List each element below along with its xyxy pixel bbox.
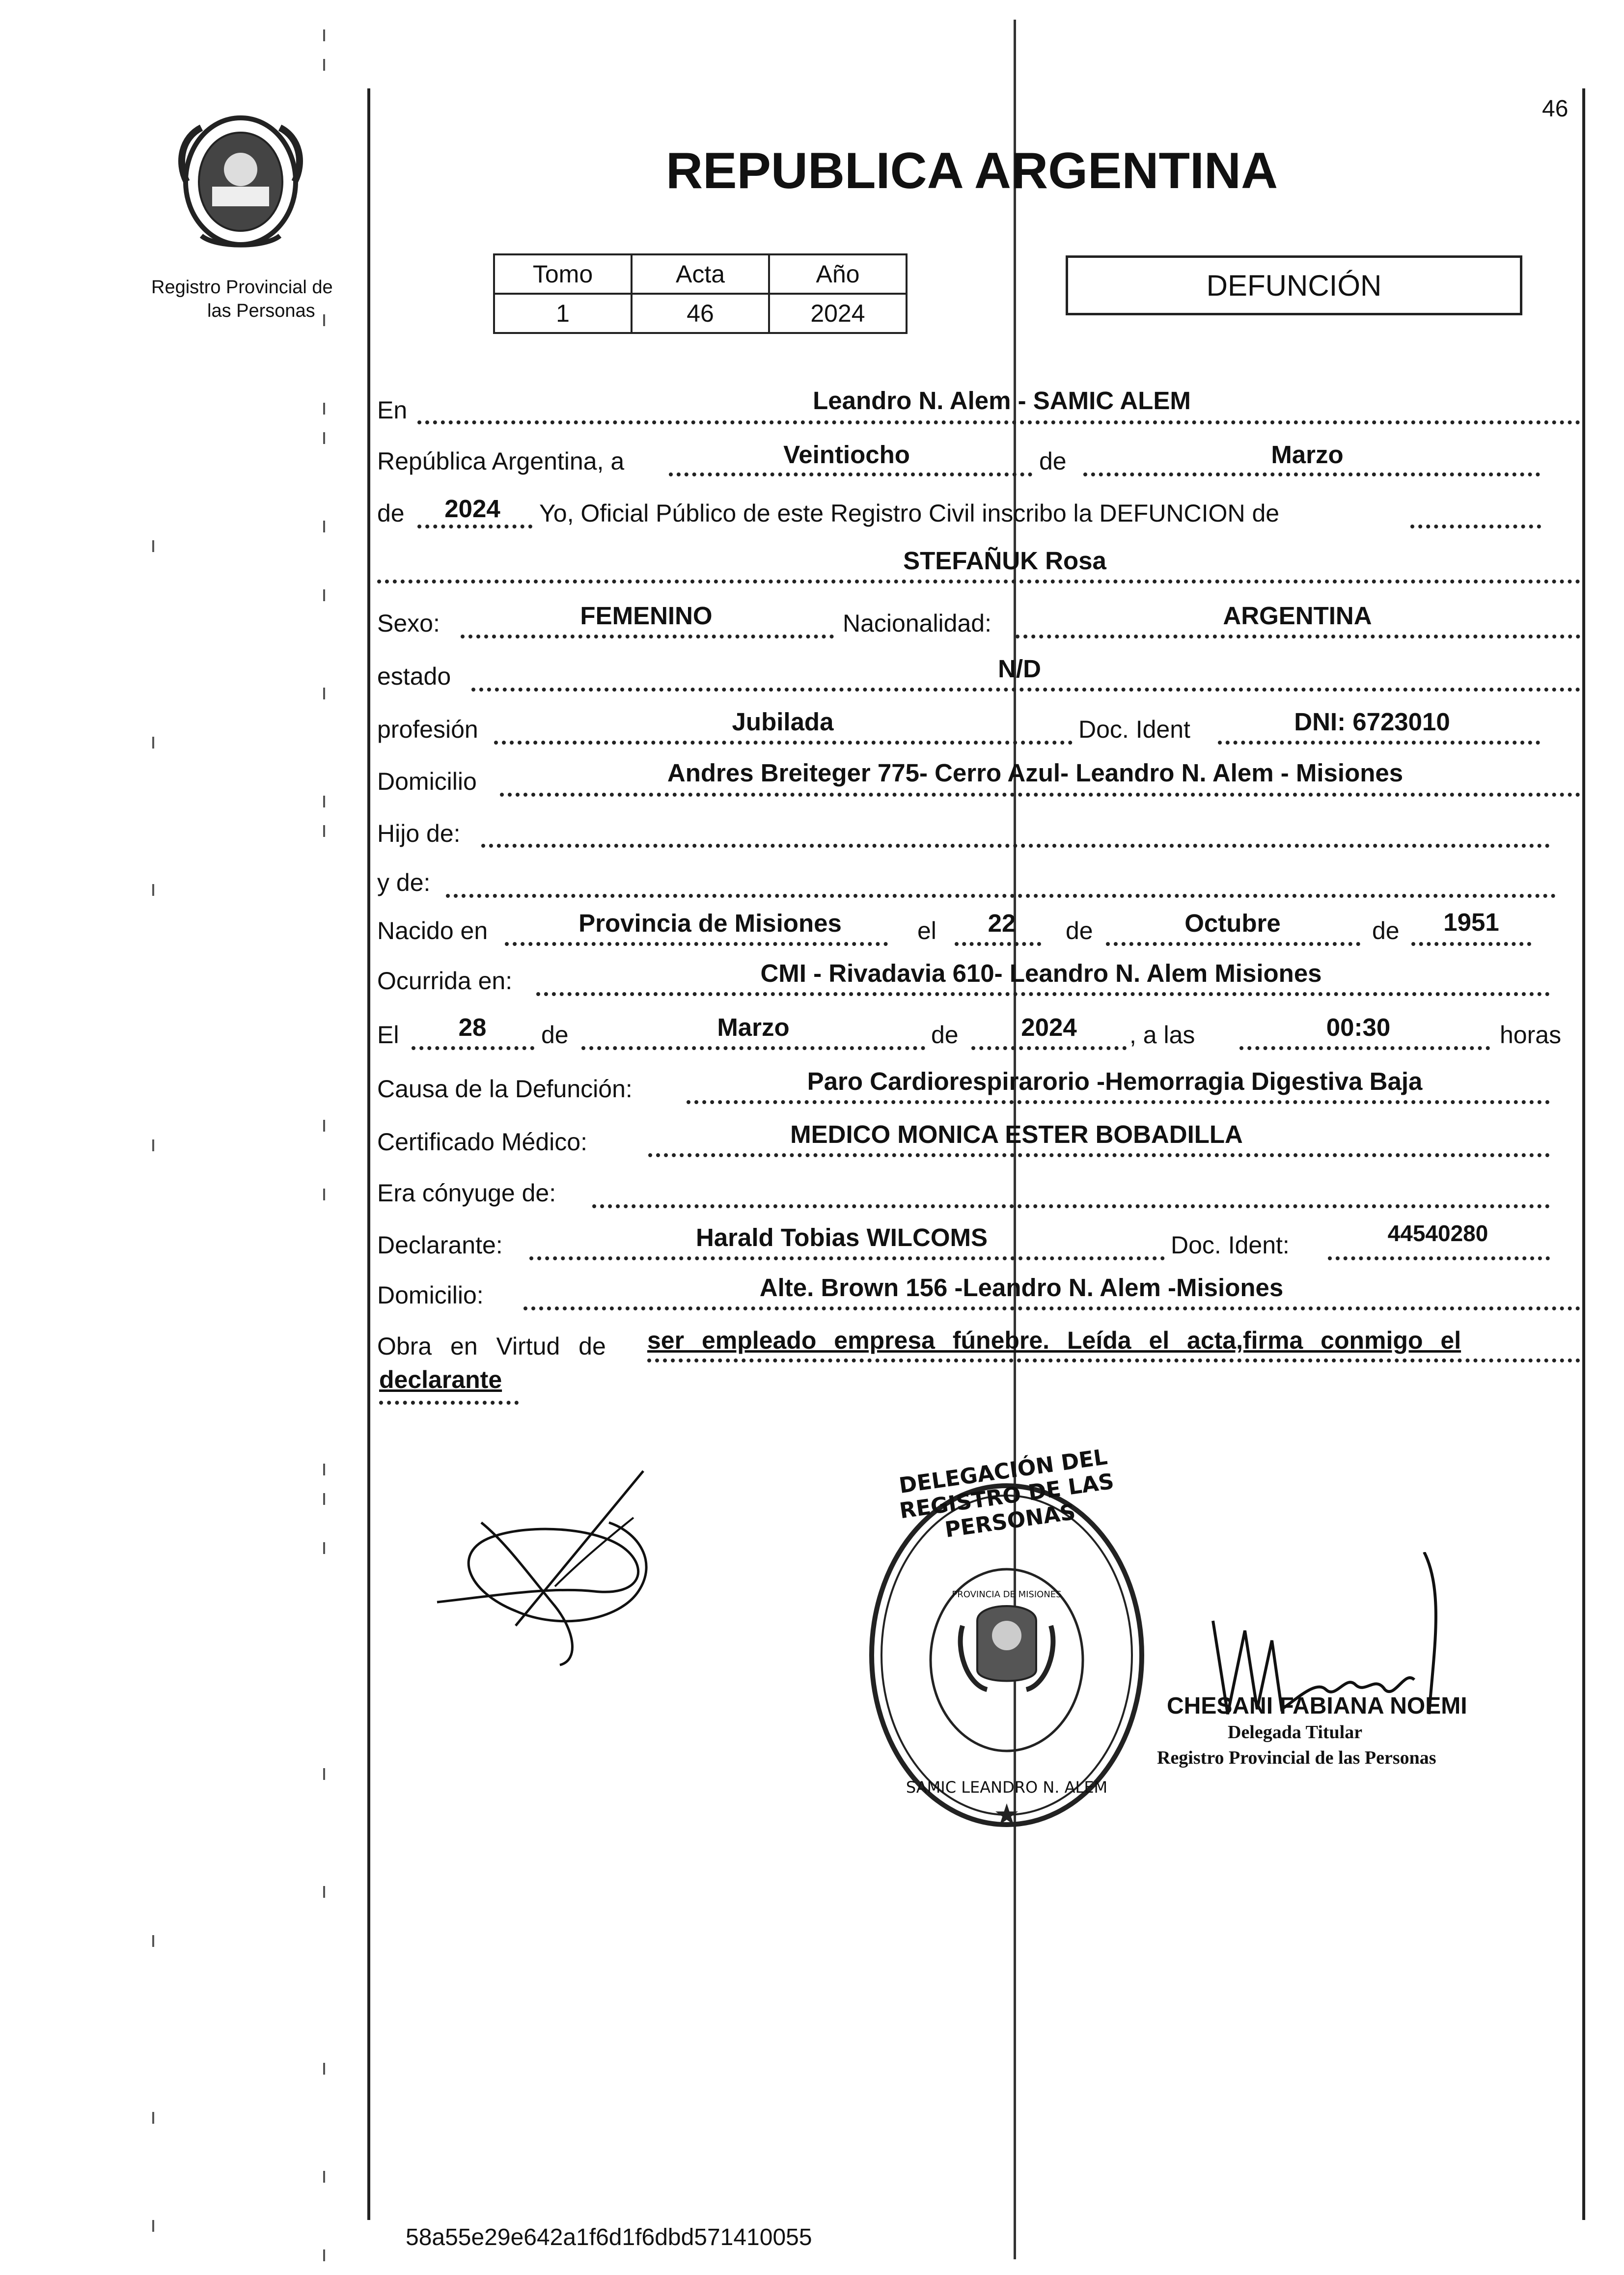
nacionalidad-label: Nacionalidad: bbox=[843, 610, 991, 637]
nacido-label: Nacido en bbox=[377, 917, 488, 944]
yde-dots bbox=[446, 894, 1556, 898]
en-value: Leandro N. Alem - SAMIC ALEM bbox=[813, 387, 1191, 415]
el-label: el bbox=[917, 917, 936, 944]
yo-tail-dots bbox=[1410, 525, 1541, 528]
republica-label: República Argentina, a bbox=[377, 447, 625, 475]
death-time: 00:30 bbox=[1326, 1013, 1391, 1041]
causa-value: Paro Cardiorespirarorio -Hemorragia Digestiva Baja bbox=[807, 1067, 1423, 1095]
certificado-label: Certificado Médico: bbox=[377, 1128, 587, 1156]
alas-label: , a las bbox=[1129, 1021, 1195, 1049]
death-time-dots bbox=[1239, 1046, 1490, 1050]
declarante-dots bbox=[529, 1256, 1165, 1260]
en-dots bbox=[417, 420, 1580, 424]
domicilio-value: Andres Breiteger 775- Cerro Azul- Leandro N. Alem - Misiones bbox=[667, 759, 1404, 787]
seal-inner-text: SAMIC LEANDRO N. ALEM bbox=[906, 1778, 1108, 1797]
act-type-label: DEFUNCIÓN bbox=[1206, 269, 1382, 302]
svg-text:★: ★ bbox=[993, 1798, 1020, 1832]
official-title: Delegada Titular bbox=[1228, 1722, 1363, 1743]
official-office: Registro Provincial de las Personas bbox=[1157, 1748, 1436, 1768]
doc2-dots bbox=[1328, 1256, 1550, 1260]
conyuge-label: Era cónyuge de: bbox=[377, 1179, 556, 1207]
death-month: Marzo bbox=[717, 1013, 790, 1041]
name-dots bbox=[377, 580, 1580, 583]
death-year-dots bbox=[971, 1046, 1127, 1050]
table-header-anio: Año bbox=[769, 254, 907, 294]
hijo-dots bbox=[481, 844, 1550, 848]
doc-label: Doc. Ident bbox=[1078, 716, 1190, 743]
el2-label: El bbox=[377, 1021, 399, 1049]
sexo-dots bbox=[461, 635, 834, 638]
domicilio2-dots bbox=[523, 1306, 1580, 1310]
en-label: En bbox=[377, 396, 408, 424]
causa-dots bbox=[687, 1100, 1550, 1104]
year-value: 2024 bbox=[444, 495, 500, 523]
nacionalidad-dots bbox=[1016, 635, 1580, 638]
de-label-2: de bbox=[377, 499, 405, 527]
estado-dots bbox=[471, 688, 1580, 692]
birth-year-dots bbox=[1411, 942, 1531, 946]
declarante-label: Declarante: bbox=[377, 1231, 503, 1259]
table-header-tomo: Tomo bbox=[494, 254, 632, 294]
registry-seal bbox=[864, 1444, 1149, 1847]
death-day-dots bbox=[412, 1046, 534, 1050]
seal-emblem-text: PROVINCIA DE MISIONES bbox=[952, 1589, 1062, 1600]
obra-value: ser empleado empresa fúnebre. Leída el acta,firma conmigo el bbox=[647, 1327, 1461, 1354]
birth-month: Octubre bbox=[1184, 909, 1281, 937]
page-title: REPUBLICA ARGENTINA bbox=[666, 142, 1278, 199]
deceased-name: STEFAÑUK Rosa bbox=[903, 547, 1106, 575]
doc2-label: Doc. Ident: bbox=[1171, 1231, 1290, 1259]
nacido-dots bbox=[505, 942, 888, 946]
horas-label: horas bbox=[1500, 1021, 1562, 1049]
seal-text: DELEGACIÓN DEL REGISTRO DE LAS PERSONAS bbox=[897, 1444, 1116, 1543]
obra-value-2: declarante bbox=[379, 1366, 502, 1393]
profesion-dots bbox=[494, 741, 1073, 745]
de-label-3: de bbox=[1066, 917, 1093, 944]
birth-year: 1951 bbox=[1443, 908, 1499, 936]
birth-day: 22 bbox=[988, 909, 1016, 937]
year-dots bbox=[417, 525, 532, 528]
month-value: Marzo bbox=[1271, 441, 1344, 469]
left-border-line bbox=[367, 88, 370, 2220]
table-value-anio: 2024 bbox=[769, 294, 907, 333]
conyuge-dots bbox=[592, 1204, 1550, 1208]
domicilio2-label: Domicilio: bbox=[377, 1281, 484, 1309]
footer-hash: 58a55e29e642a1f6d1f6dbd571410055 bbox=[406, 2224, 812, 2250]
record-table bbox=[493, 253, 908, 334]
registry-line-1: Registro Provincial de bbox=[151, 277, 333, 298]
domicilio2-value: Alte. Brown 156 -Leandro N. Alem -Misiones bbox=[759, 1274, 1284, 1302]
doc-value: DNI: 6723010 bbox=[1294, 708, 1450, 736]
de-label-6: de bbox=[931, 1021, 959, 1049]
death-day: 28 bbox=[458, 1013, 487, 1041]
domicilio-dots bbox=[500, 793, 1580, 797]
sexo-value: FEMENINO bbox=[580, 602, 713, 630]
doc2-value: 44540280 bbox=[1387, 1221, 1488, 1246]
de-label-4: de bbox=[1372, 917, 1400, 944]
profesion-label: profesión bbox=[377, 716, 478, 743]
sexo-label: Sexo: bbox=[377, 610, 440, 637]
ocurrida-label: Ocurrida en: bbox=[377, 967, 513, 995]
de-label-1: de bbox=[1039, 447, 1067, 475]
nacionalidad-value: ARGENTINA bbox=[1223, 602, 1372, 630]
estado-value: N/D bbox=[998, 655, 1041, 683]
death-month-dots bbox=[581, 1046, 925, 1050]
act-type-box bbox=[1066, 255, 1522, 315]
obra-label: Obra en Virtud de bbox=[377, 1332, 606, 1360]
table-header-acta: Acta bbox=[632, 254, 769, 294]
declarante-value: Harald Tobias WILCOMS bbox=[695, 1223, 988, 1251]
ocurrida-value: CMI - Rivadavia 610- Leandro N. Alem Misiones bbox=[760, 959, 1322, 987]
right-border-line bbox=[1582, 88, 1585, 2220]
table-value-tomo: 1 bbox=[494, 294, 632, 333]
hijo-label: Hijo de: bbox=[377, 820, 461, 847]
table-value-acta: 46 bbox=[632, 294, 769, 333]
official-name: CHESANI FABIANA NOEMI bbox=[1167, 1693, 1467, 1719]
domicilio-label: Domicilio bbox=[377, 768, 477, 795]
yo-text: Yo, Oficial Público de este Registro Civil inscribo la DEFUNCION de bbox=[539, 499, 1280, 527]
certificado-value: MEDICO MONICA ESTER BOBADILLA bbox=[790, 1120, 1243, 1148]
declarant-signature bbox=[432, 1464, 707, 1670]
registry-line-2: las Personas bbox=[207, 301, 315, 321]
obra-dots-2 bbox=[379, 1401, 519, 1405]
causa-label: Causa de la Defunción: bbox=[377, 1075, 633, 1103]
profesion-value: Jubilada bbox=[732, 708, 834, 736]
birth-month-dots bbox=[1106, 942, 1360, 946]
birth-day-dots bbox=[955, 942, 1041, 946]
nacido-value: Provincia de Misiones bbox=[578, 909, 842, 937]
day-value: Veintiocho bbox=[783, 441, 910, 469]
obra-dots bbox=[647, 1359, 1580, 1362]
day-dots bbox=[669, 472, 1032, 476]
doc-dots bbox=[1218, 741, 1540, 745]
ocurrida-dots bbox=[536, 992, 1550, 996]
estado-label: estado bbox=[377, 663, 451, 690]
death-year: 2024 bbox=[1021, 1013, 1077, 1041]
de-label-5: de bbox=[541, 1021, 569, 1049]
month-dots bbox=[1083, 472, 1540, 476]
yde-label: y de: bbox=[377, 869, 431, 896]
certificado-dots bbox=[648, 1153, 1550, 1157]
page-number: 46 bbox=[1542, 96, 1569, 122]
provincial-emblem bbox=[167, 108, 314, 255]
